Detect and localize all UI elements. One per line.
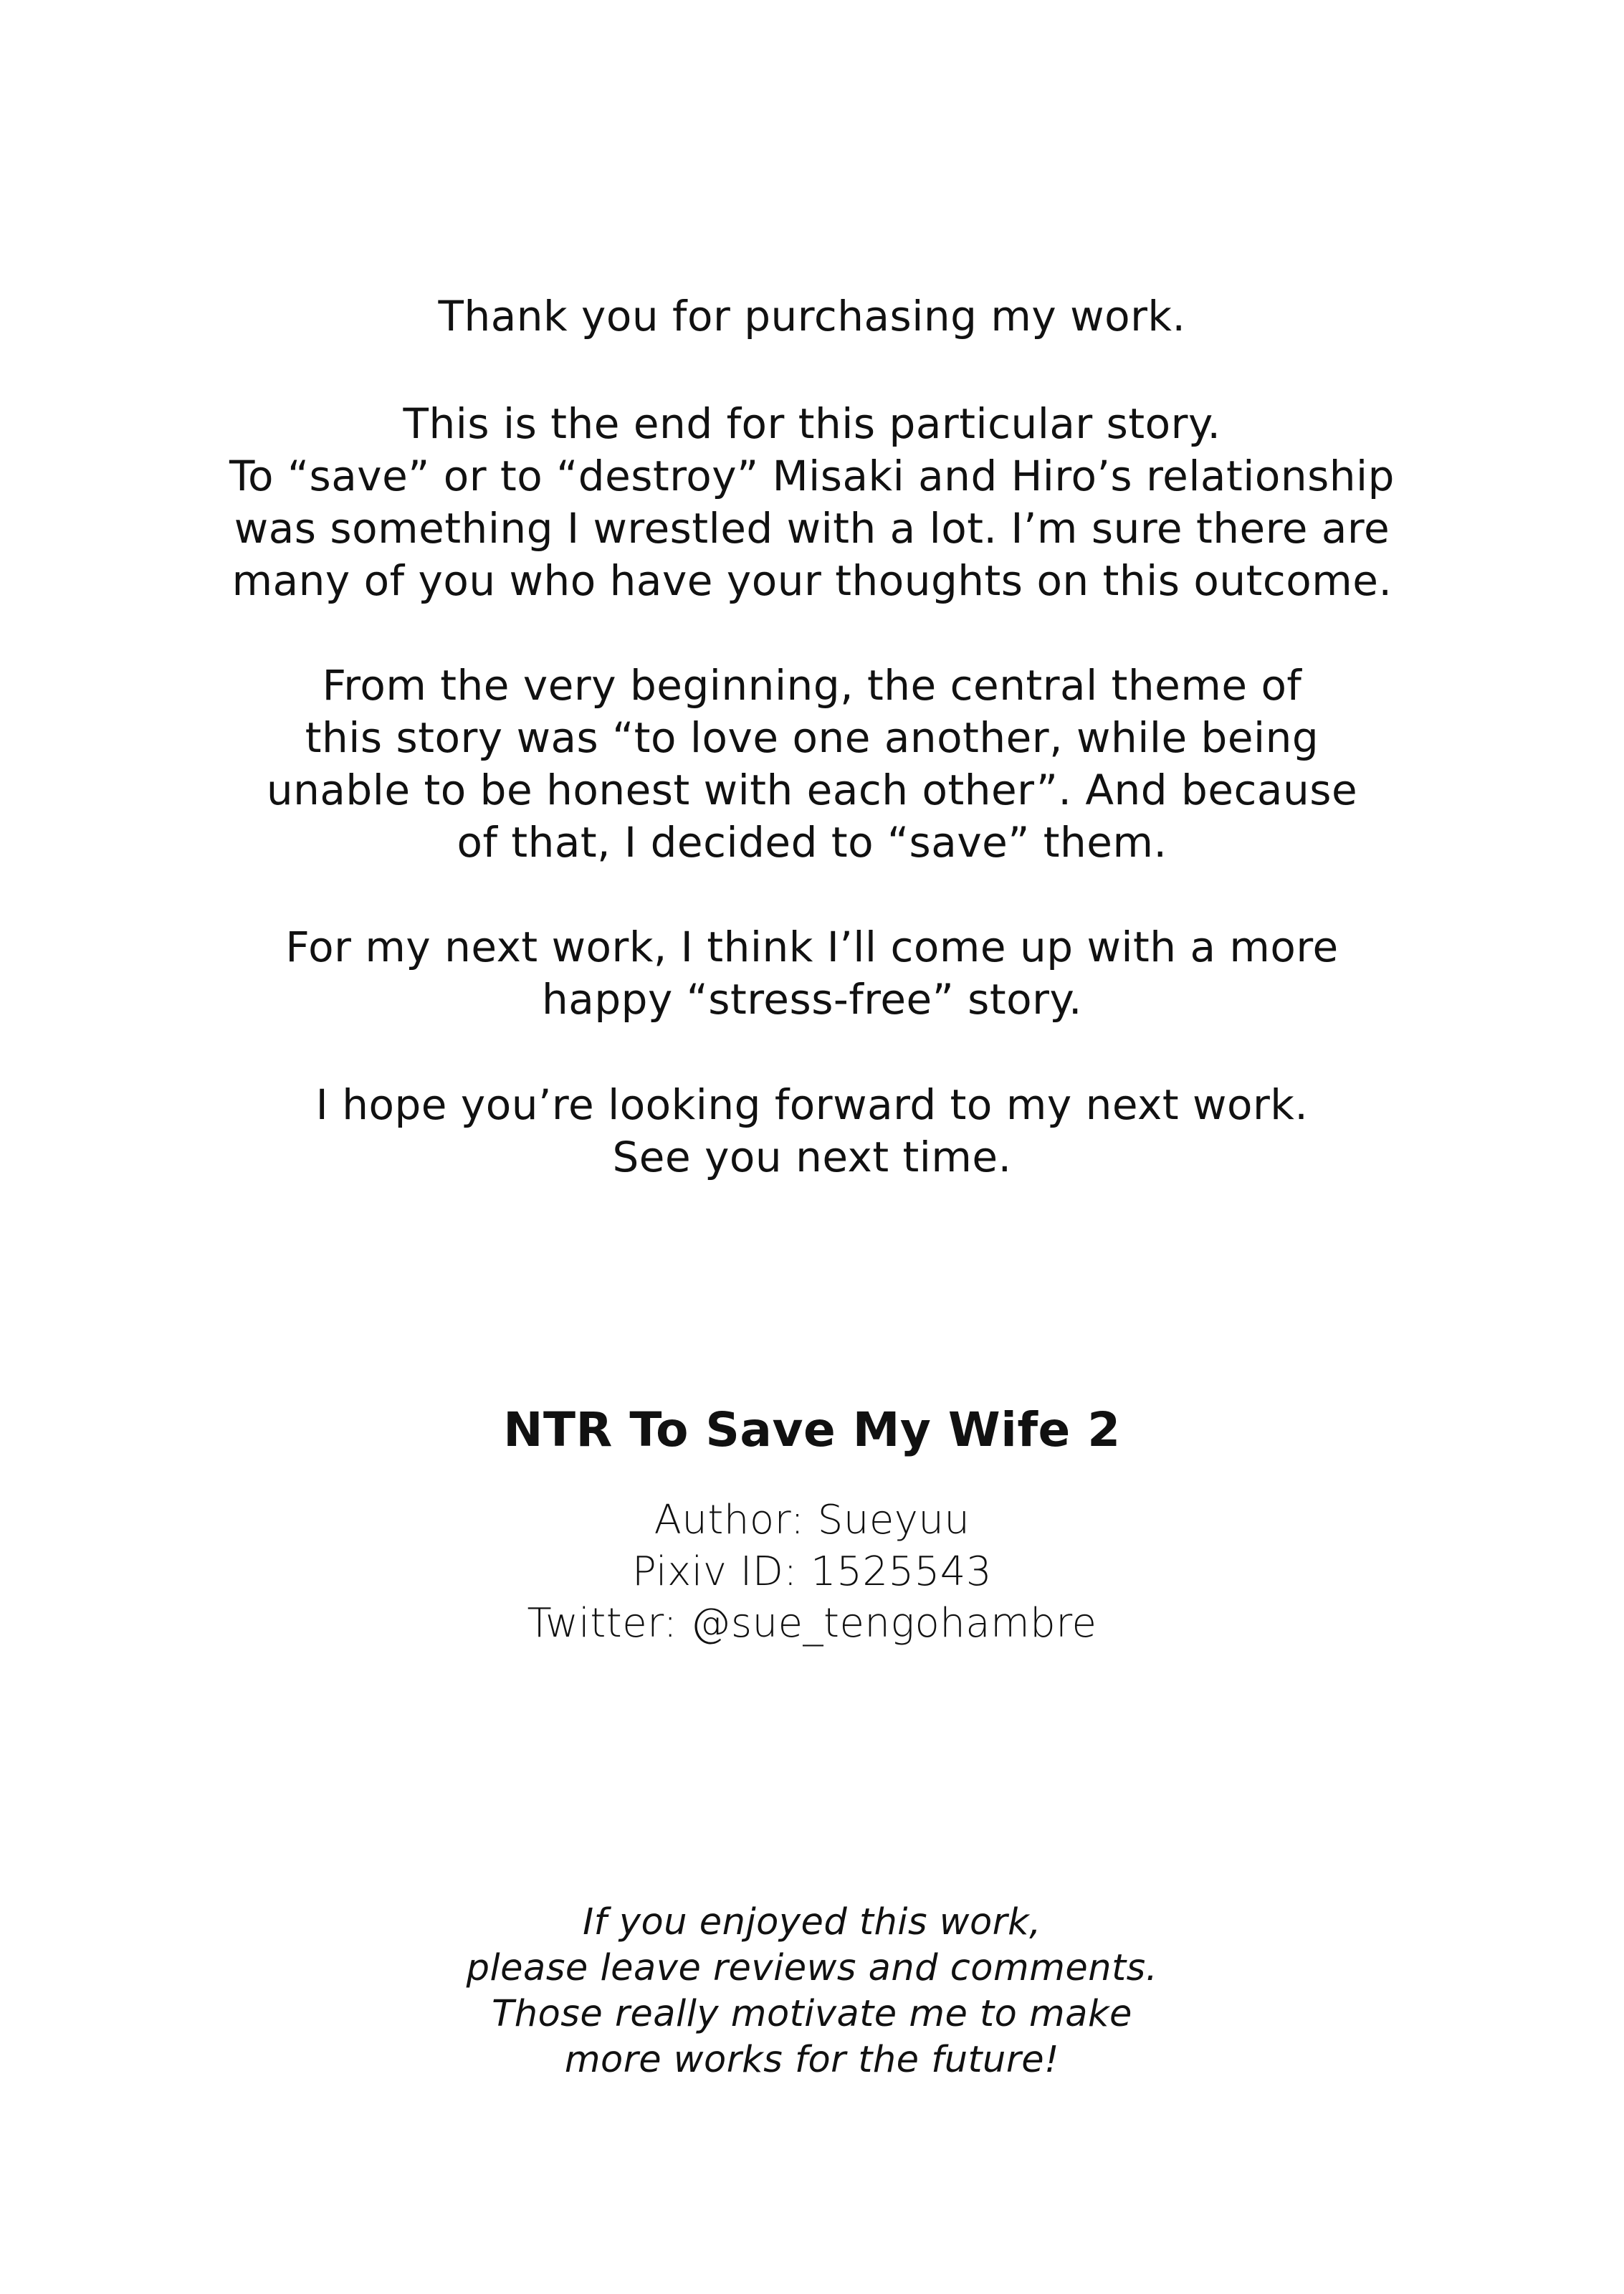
work-title: NTR To Save My Wife 2	[503, 1402, 1121, 1457]
paragraph-line: Thank you for purchasing my work.	[438, 292, 1186, 341]
next-work-paragraph	[0, 921, 1624, 1026]
paragraph-line: I hope you’re looking forward to my next work.	[315, 1080, 1309, 1129]
credits-block	[0, 1495, 1624, 1650]
paragraph-line: of that, I decided to “save” them.	[457, 818, 1167, 867]
paragraph-line: See you next time.	[612, 1133, 1012, 1181]
paragraph-line: unable to be honest with each other”. And because	[266, 766, 1358, 814]
footer-line: If you enjoyed this work,	[583, 1901, 1041, 1943]
story-ending-paragraph	[0, 398, 1624, 607]
thanks-paragraph	[0, 290, 1624, 343]
paragraph-line: this story was “to love one another, while being	[305, 713, 1319, 762]
pixiv-id-credit: Pixiv ID: 1525543	[632, 1548, 992, 1595]
author-credit: Author: Sueyuu	[654, 1497, 970, 1543]
footer-line: Those really motivate me to make	[492, 1993, 1132, 2035]
twitter-credit: Twitter: @sue_tengohambre	[527, 1600, 1097, 1647]
paragraph-line: To “save” or to “destroy” Misaki and Hiro’s relationship	[229, 452, 1395, 500]
closing-paragraph	[0, 1079, 1624, 1184]
footer-line: please leave reviews and comments.	[466, 1947, 1158, 1989]
paragraph-line: From the very beginning, the central theme of	[322, 661, 1302, 710]
review-request-footer	[0, 1900, 1624, 2083]
paragraph-line: This is the end for this particular story.	[403, 399, 1221, 448]
footer-line: more works for the future!	[564, 2039, 1060, 2081]
paragraph-line: happy “stress-free” story.	[542, 975, 1082, 1024]
paragraph-line: For my next work, I think I’ll come up with a more	[285, 923, 1339, 971]
paragraph-line: many of you who have your thoughts on this outcome.	[231, 556, 1393, 605]
paragraph-line: was something I wrestled with a lot. I’m sure there are	[234, 504, 1390, 553]
central-theme-paragraph	[0, 660, 1624, 869]
